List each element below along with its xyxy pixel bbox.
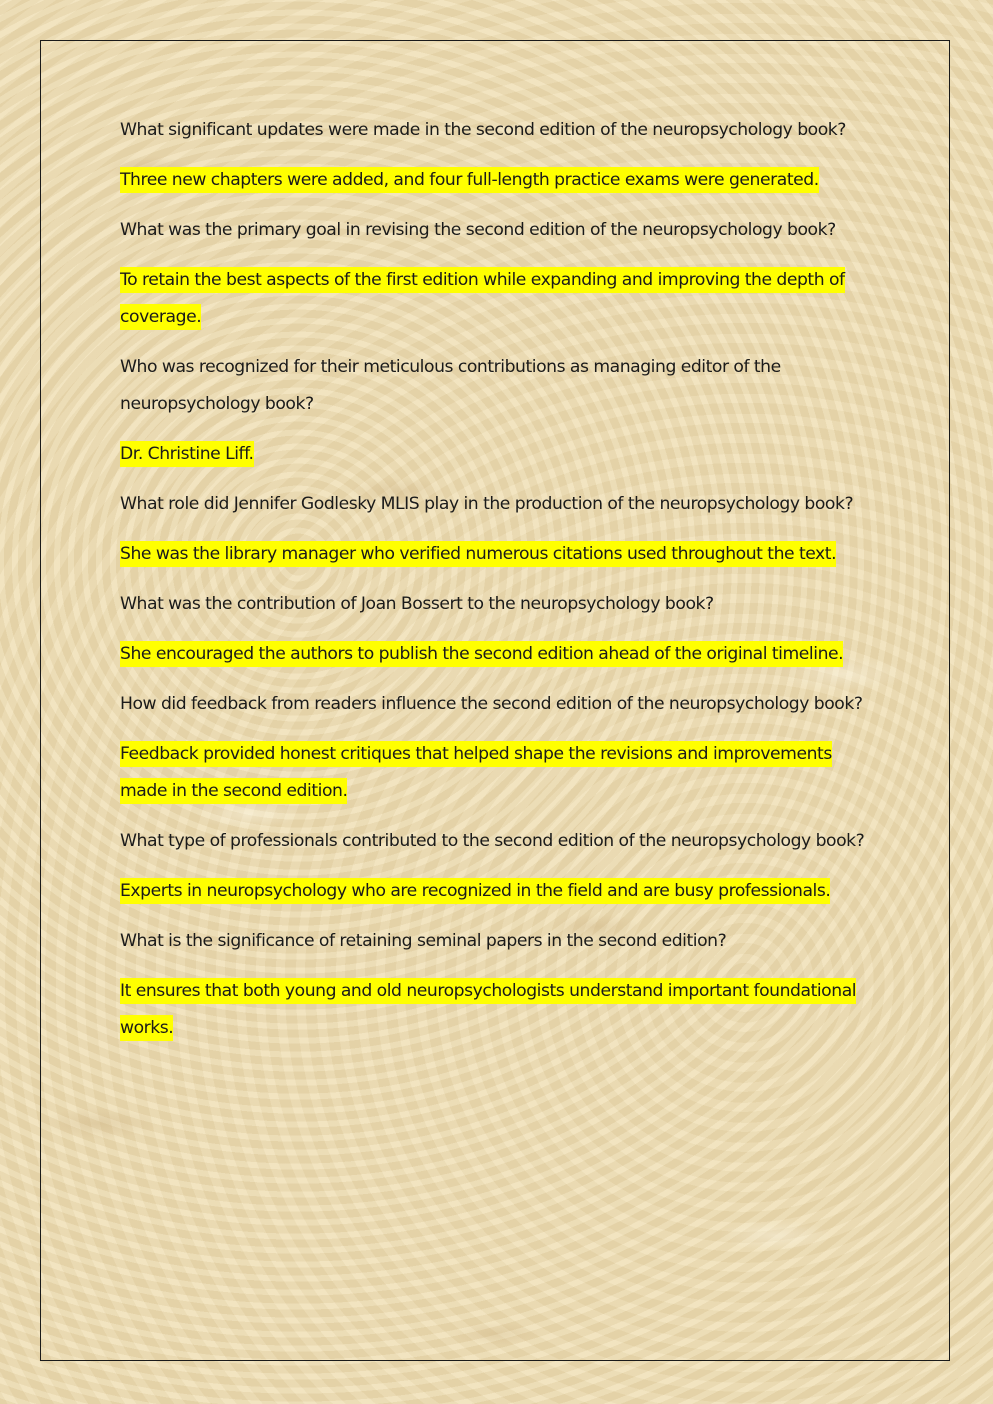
qa-pair-8 — [120, 923, 880, 1047]
qa-pair-5 — [120, 586, 880, 673]
qa-pair-3 — [120, 349, 880, 473]
answer-text — [120, 636, 880, 673]
question-text: How did feedback from readers influence the second edition of the neuropsychology book? — [120, 694, 863, 714]
document-body — [120, 112, 880, 1060]
qa-pair-7 — [120, 823, 880, 910]
answer-text — [120, 262, 880, 336]
answer-highlight: To retain the best aspects of the first edition while expanding and improving the depth of coverage. — [120, 267, 845, 330]
answer-text — [120, 162, 880, 199]
answer-highlight: Experts in neuropsychology who are recognized in the field and are busy professionals. — [120, 878, 830, 904]
answer-text — [120, 973, 880, 1047]
answer-highlight: Feedback provided honest critiques that helped shape the revisions and improvements made in the second edition. — [120, 741, 832, 804]
answer-text — [120, 536, 880, 573]
answer-highlight: She encouraged the authors to publish the second edition ahead of the original timeline. — [120, 641, 843, 667]
question-text: What type of professionals contributed to the second edition of the neuropsychology book? — [120, 831, 865, 851]
answer-highlight: Three new chapters were added, and four full-length practice exams were generated. — [120, 167, 819, 193]
answer-text — [120, 436, 880, 473]
question-text: Who was recognized for their meticulous contributions as managing editor of the neuropsychology book? — [120, 357, 781, 414]
question-text: What was the contribution of Joan Bossert to the neuropsychology book? — [120, 594, 714, 614]
question-text: What was the primary goal in revising the second edition of the neuropsychology book? — [120, 220, 836, 240]
answer-highlight: It ensures that both young and old neuropsychologists understand important foundational works. — [120, 978, 856, 1041]
qa-pair-4 — [120, 486, 880, 573]
qa-pair-1 — [120, 112, 880, 199]
question-text: What significant updates were made in the second edition of the neuropsychology book? — [120, 120, 846, 140]
answer-text — [120, 736, 880, 810]
question-text: What role did Jennifer Godlesky MLIS play in the production of the neuropsychology book? — [120, 494, 854, 514]
qa-pair-6 — [120, 686, 880, 810]
qa-pair-2 — [120, 212, 880, 336]
answer-highlight: Dr. Christine Liff. — [120, 441, 254, 467]
question-text: What is the significance of retaining seminal papers in the second edition? — [120, 931, 727, 951]
answer-highlight: She was the library manager who verified numerous citations used throughout the text. — [120, 541, 836, 567]
answer-text — [120, 873, 880, 910]
